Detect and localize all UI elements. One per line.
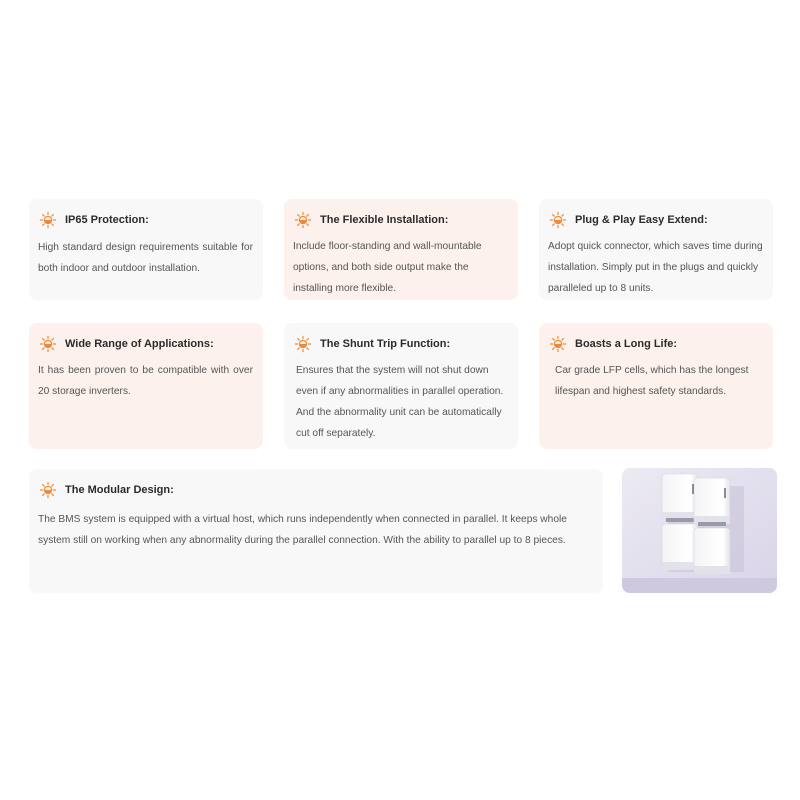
feature-title: The Flexible Installation: <box>320 214 449 226</box>
battery-modules-illustration <box>622 468 777 593</box>
feature-title: Plug & Play Easy Extend: <box>575 214 708 226</box>
feature-card-modular-design <box>29 469 603 593</box>
feature-description: Include floor-standing and wall-mountable options, and both side output make the installing more flexible. <box>293 241 482 294</box>
feature-description: It has been proven to be compatible with over 20 storage inverters. <box>38 365 253 397</box>
feature-card-header <box>39 335 214 353</box>
feature-card-header <box>549 211 708 229</box>
sun-icon <box>39 335 57 353</box>
feature-description: The BMS system is equipped with a virtual host, which runs independently when connected in parallel. It keeps whole system still on working when any abnormality during the parallel connection. With the ability to parallel up to 8 pieces. <box>38 514 567 546</box>
feature-title: Wide Range of Applications: <box>65 338 214 350</box>
feature-card-header <box>39 481 174 499</box>
feature-card-plug-and-play <box>539 199 773 300</box>
feature-card-header <box>294 211 448 229</box>
sun-icon <box>549 335 567 353</box>
feature-card-header <box>549 335 677 353</box>
feature-description: Car grade LFP cells, which has the longest lifespan and highest safety standards. <box>555 365 749 397</box>
feature-title: IP65 Protection: <box>65 214 149 226</box>
feature-description: Adopt quick connector, which saves time during installation. Simply put in the plugs and quickly paralleled up to 8 units. <box>548 241 763 294</box>
feature-title: Boasts a Long Life: <box>575 338 678 350</box>
sun-icon <box>549 211 567 229</box>
feature-title: The Shunt Trip Function: <box>320 338 451 350</box>
sun-icon <box>294 335 312 353</box>
feature-card-wide-range <box>29 323 263 449</box>
feature-card-flexible-installation <box>284 199 518 300</box>
feature-card-shunt-trip <box>284 323 518 449</box>
battery-modules-photo <box>622 468 777 593</box>
sun-icon <box>39 211 57 229</box>
feature-card-header <box>39 211 149 229</box>
feature-title: The Modular Design: <box>65 484 174 496</box>
feature-card-ip65 <box>29 199 263 300</box>
feature-card-long-life <box>539 323 773 449</box>
feature-description: Ensures that the system will not shut down even if any abnormalities in parallel operation. And the abnormality unit can be automatically cut off separately. <box>296 365 504 439</box>
sun-icon <box>294 211 312 229</box>
sun-icon <box>39 481 57 499</box>
feature-card-header <box>294 335 450 353</box>
feature-description: High standard design requirements suitable for both indoor and outdoor installation. <box>38 242 253 274</box>
